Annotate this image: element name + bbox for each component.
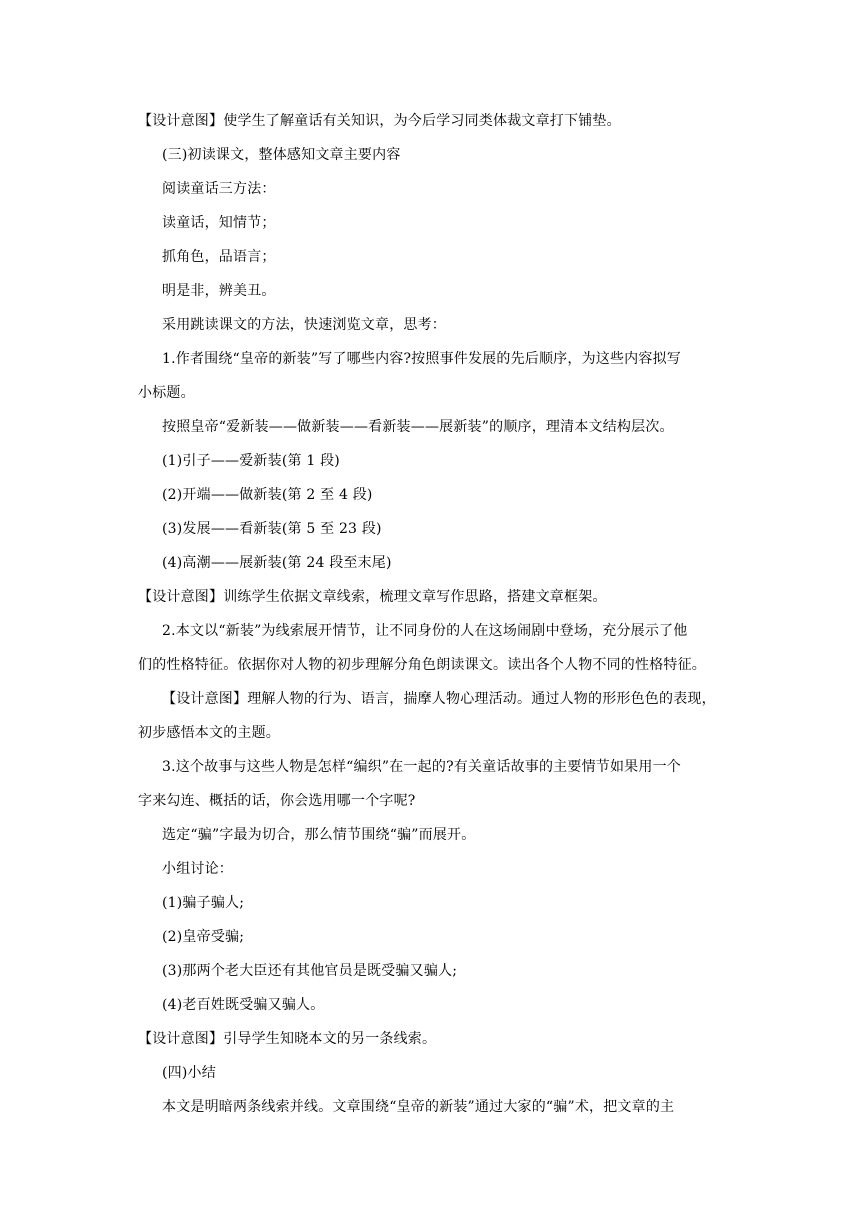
text-line: 采用跳读课文的方法，快速浏览文章，思考： [162, 317, 446, 333]
question-2-line: 2.本文以“新装”为线索展开情节，让不同身份的人在这场闹剧中登场，充分展示了他 [162, 623, 688, 639]
list-item: (2)开端——做新装(第 2 至 4 段) [162, 487, 373, 503]
list-item: (3)那两个老大臣还有其他官员是既受骗又骗人; [162, 963, 458, 979]
text-line: 阅读童话三方法： [162, 181, 276, 197]
question-2-continuation: 们的性格特征。依据你对人物的初步理解分角色朗读课文。读出各个人物不同的性格特征。 [138, 657, 706, 673]
text-line: 明是非，辨美丑。 [162, 283, 276, 299]
text-line: 抓角色，品语言； [162, 249, 276, 265]
question-3-continuation: 字来勾连、概括的话，你会选用哪一个字呢? [138, 793, 416, 809]
section-heading-first-reading: (三)初读课文，整体感知文章主要内容 [162, 147, 401, 163]
list-item: (3)发展——看新装(第 5 至 23 段) [162, 521, 382, 537]
summary-line: 本文是明暗两条线索并线。文章围绕“皇帝的新装”通过大家的“骗”术，把文章的主 [162, 1099, 675, 1115]
list-item: (4)高潮——展新装(第 24 段至末尾) [162, 555, 392, 571]
design-intent-line: 【设计意图】引导学生知晓本文的另一条线索。 [138, 1031, 437, 1047]
section-heading-summary: (四)小结 [162, 1065, 216, 1081]
list-item: (2)皇帝受骗; [162, 929, 245, 945]
text-line: 按照皇帝“爱新装——做新装——看新装——展新装”的顺序，理清本文结构层次。 [162, 419, 674, 435]
text-line: 选定“骗”字最为切合，那么情节围绕“骗”而展开。 [162, 827, 476, 843]
list-item: (1)骗子骗人; [162, 895, 245, 911]
design-intent-line: 【设计意图】使学生了解童话有关知识，为今后学习同类体裁文章打下铺垫。 [138, 113, 621, 129]
design-intent-line: 【设计意图】理解人物的行为、语言，揣摩人物心理活动。通过人物的形形色色的表现， [162, 691, 716, 707]
question-1-line: 1.作者围绕“皇帝的新装”写了哪些内容?按照事件发展的先后顺序，为这些内容拟写 [162, 351, 681, 367]
text-line: 小组讨论： [162, 861, 233, 877]
design-intent-line: 【设计意图】训练学生依据文章线索，梳理文章写作思路，搭建文章框架。 [138, 589, 607, 605]
design-intent-continuation: 初步感悟本文的主题。 [138, 725, 280, 741]
question-3-line: 3.这个故事与这些人物是怎样“编织”在一起的?有关童话故事的主要情节如果用一个 [162, 759, 681, 775]
list-item: (4)老百姓既受骗又骗人。 [162, 997, 325, 1013]
list-item: (1)引子——爱新装(第 1 段) [162, 453, 340, 469]
text-line: 读童话，知情节； [162, 215, 276, 231]
question-1-continuation: 小标题。 [138, 385, 195, 401]
